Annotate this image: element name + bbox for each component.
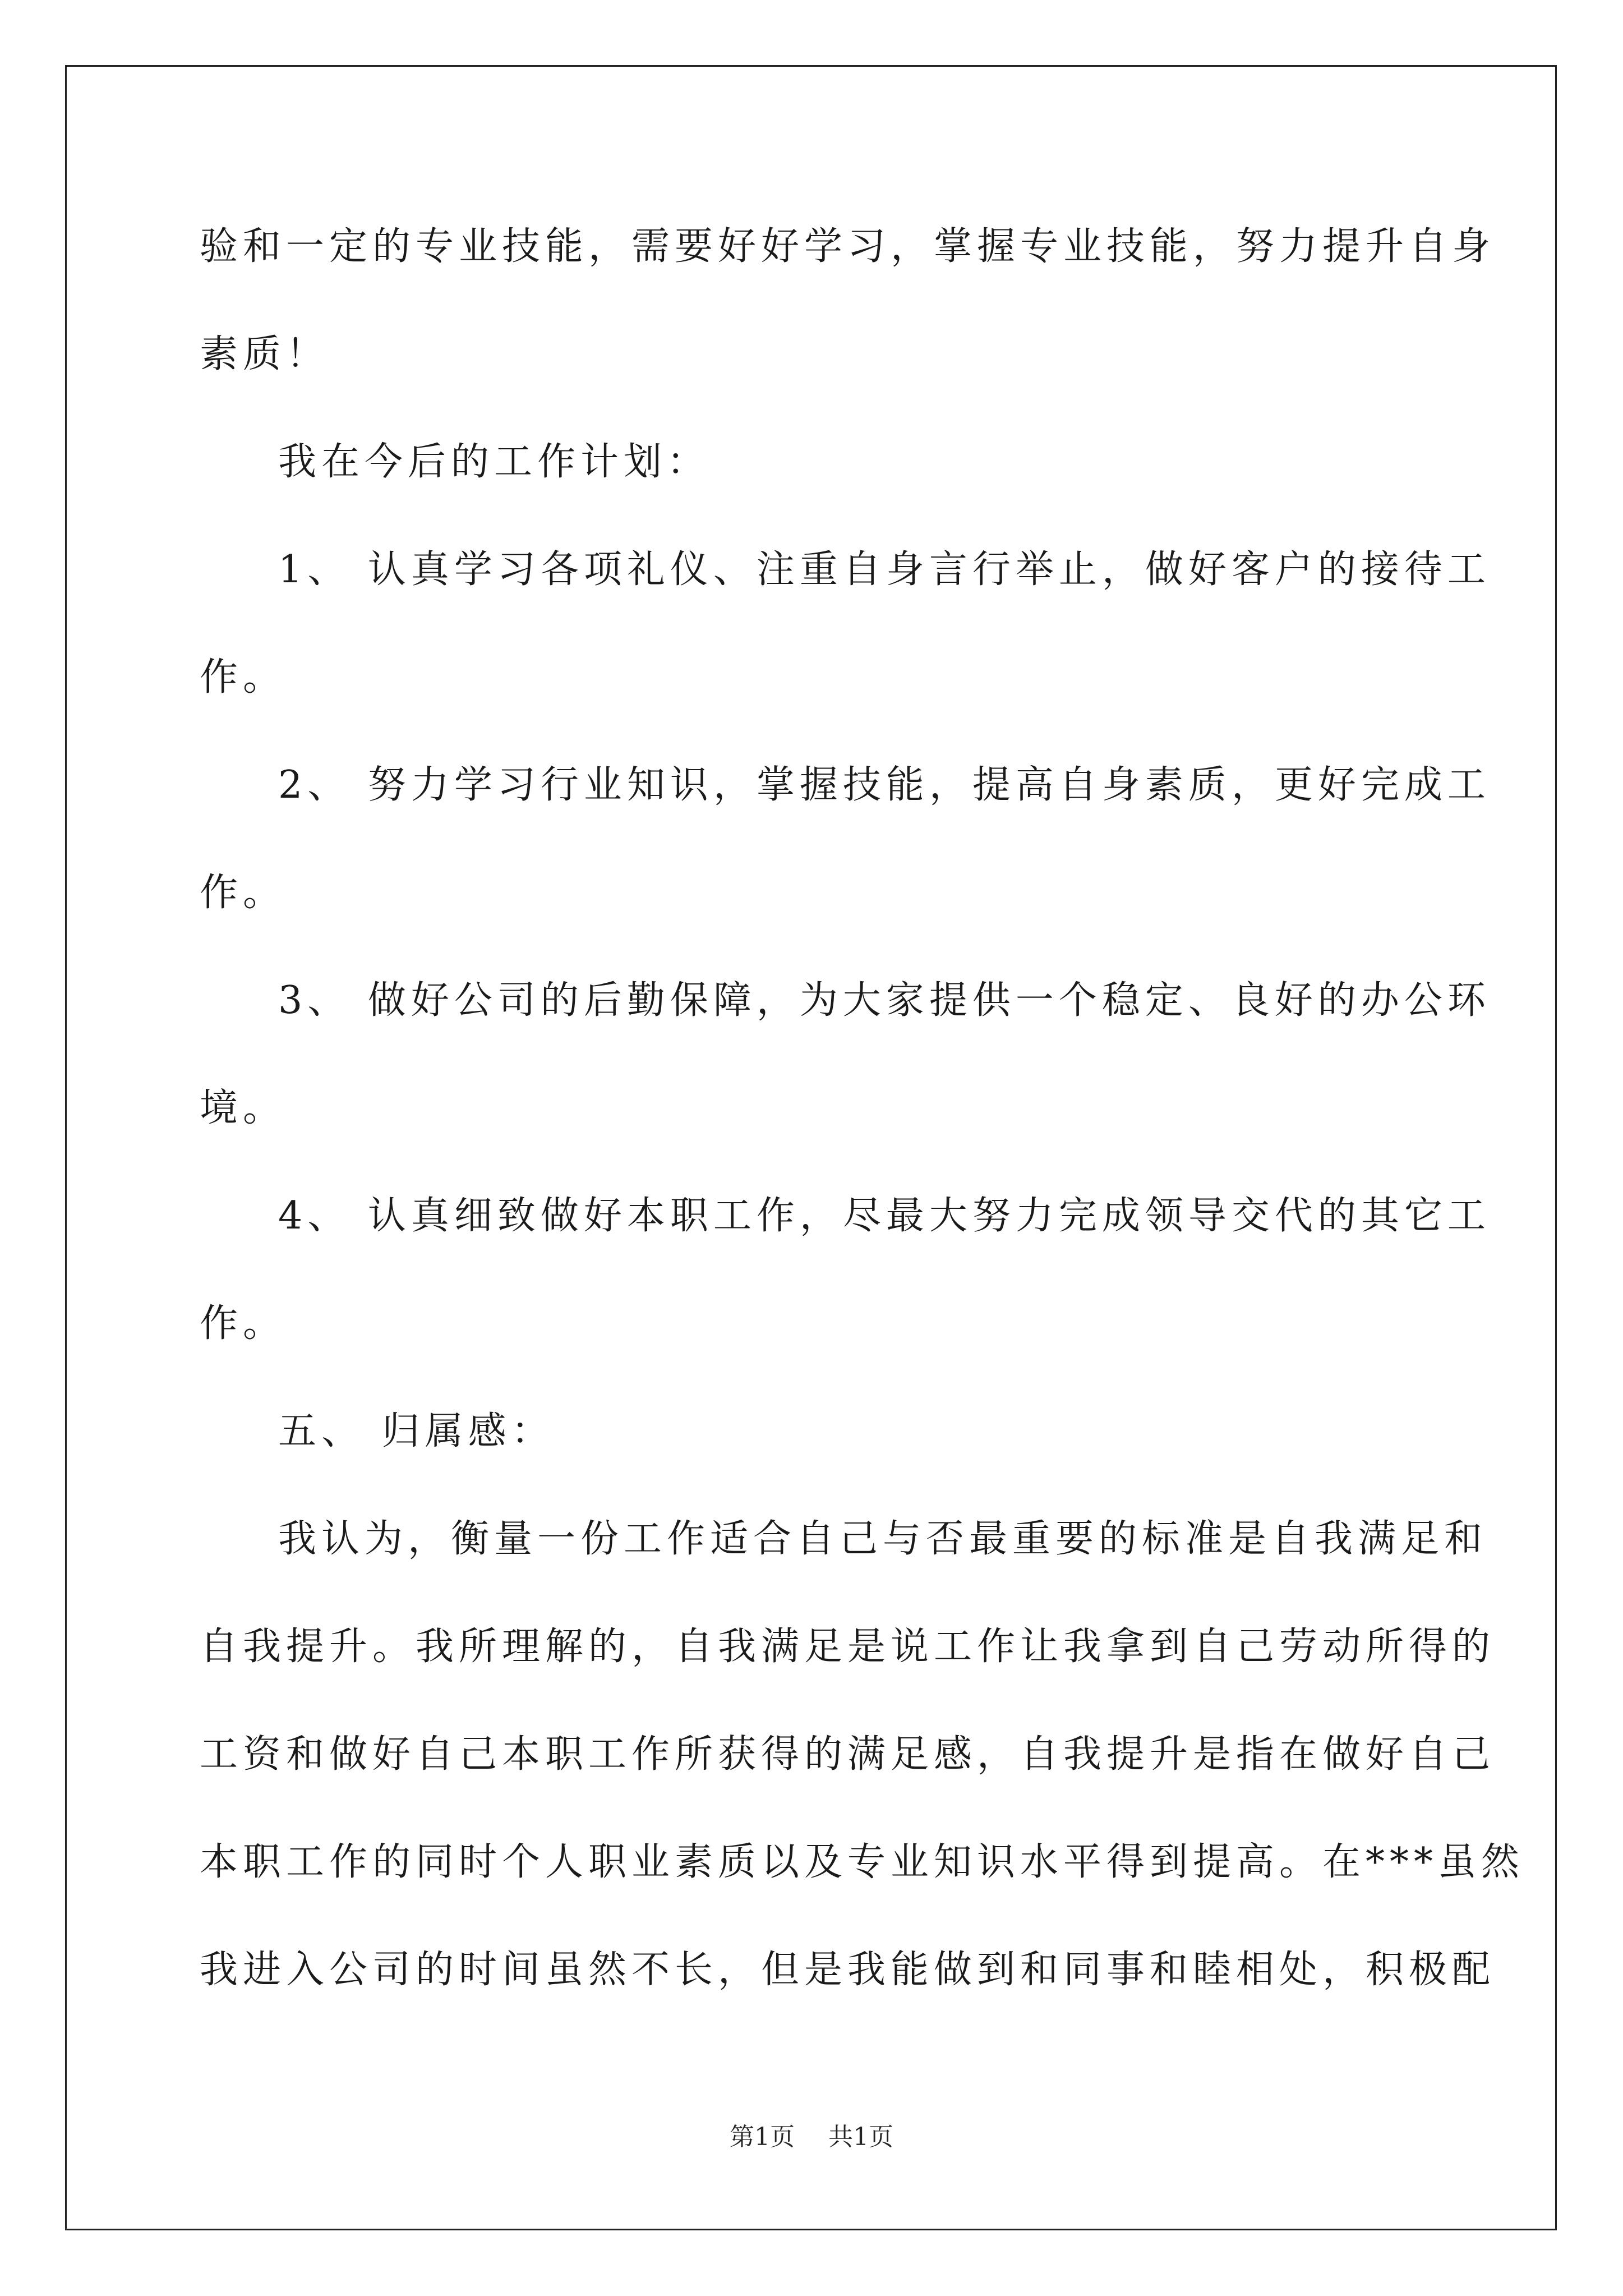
text-line: 本职工作的同时个人职业素质以及专业知识水平得到提高。在***虽然 [200, 1840, 1525, 1884]
text-line: 作。 [200, 655, 287, 700]
text-line: 作。 [200, 871, 287, 915]
page-frame [65, 65, 1557, 2230]
text-line: 作。 [200, 1301, 287, 1346]
text-line: 素质！ [200, 332, 330, 376]
text-line: 我进入公司的时间虽然不长，但是我能做到和同事和睦相处，积极配 [200, 1948, 1496, 1992]
text-line: 自我提升。我所理解的，自我满足是说工作让我拿到自己劳动所得的 [200, 1625, 1496, 1669]
text-line: 验和一定的专业技能，需要好好学习，掌握专业技能，努力提升自身 [200, 224, 1496, 269]
text-line: 3、 做好公司的后勤保障，为大家提供一个稳定、良好的办公环 [278, 978, 1491, 1023]
page-number: 第1页 [730, 2123, 795, 2151]
text-line: 2、 努力学习行业知识，掌握技能，提高自身素质，更好完成工 [278, 763, 1491, 807]
text-line: 我认为，衡量一份工作适合自己与否最重要的标准是自我满足和 [278, 1517, 1488, 1561]
page-footer [0, 2120, 1623, 2154]
text-line: 我在今后的工作计划： [278, 440, 711, 484]
text-line: 4、 认真细致做好本职工作，尽最大努力完成领导交代的其它工 [278, 1194, 1491, 1238]
total-pages: 共1页 [828, 2123, 893, 2151]
text-line: 1、 认真学习各项礼仪、注重自身言行举止，做好客户的接待工 [278, 547, 1491, 592]
text-line: 工资和做好自己本职工作所获得的满足感，自我提升是指在做好自己 [200, 1732, 1496, 1777]
text-line: 境。 [200, 1086, 287, 1130]
text-line: 五、 归属感： [278, 1409, 555, 1453]
